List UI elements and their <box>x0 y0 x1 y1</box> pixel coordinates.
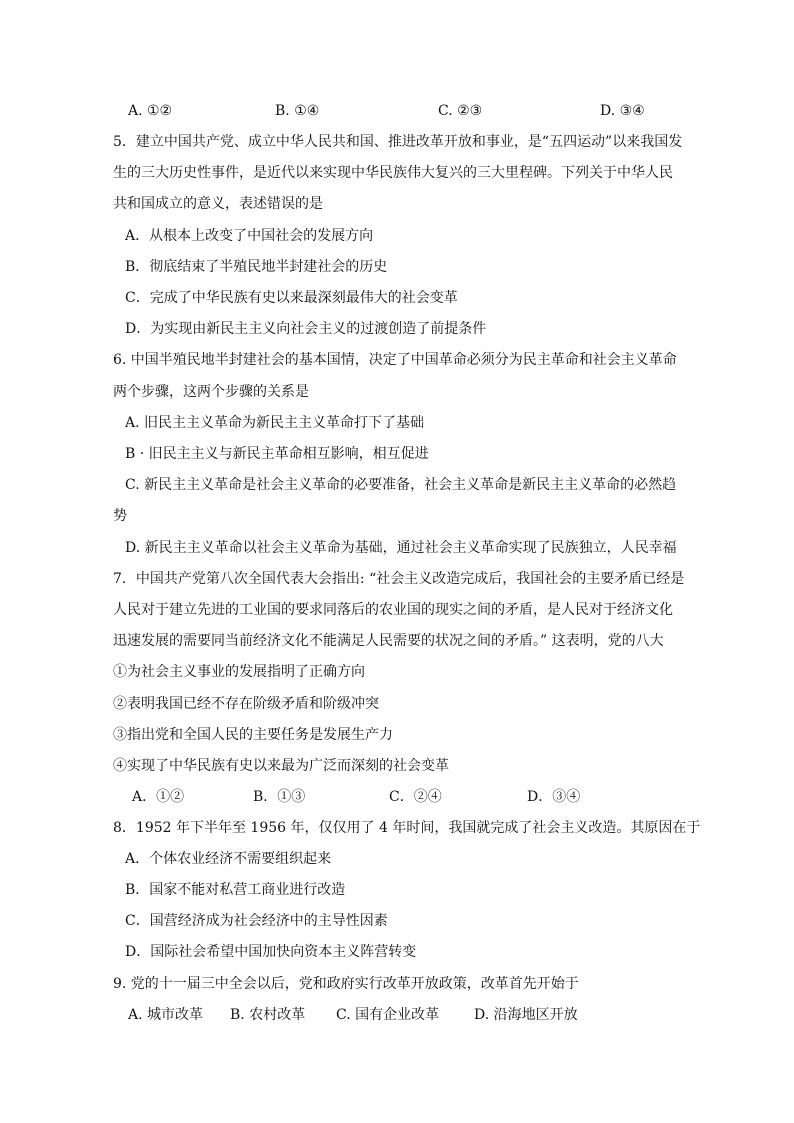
q7-item-3: ③指出党和全国人民的主要任务是发展生产力 <box>113 727 393 743</box>
q4-option-c: C. ②③ <box>438 103 483 119</box>
q6-option-c-line-1: C. 新民主主义革命是社会主义革命的必要准备，社会主义革命是新民主主义革命的必然趋 <box>125 477 677 493</box>
q8-stem: 8．1952 年下半年至 1956 年，仅仅用了 4 年时间，我国就完成了社会主义改造。其原因在于 <box>113 820 701 836</box>
q7-stem-line-3: 迅速发展的需要同当前经济文化不能满足人民需要的状况之间的矛盾。” 这表明，党的八大 <box>113 633 664 649</box>
q5-stem-line-1: 5．建立中国共产党、成立中华人民共和国、推进改革开放和事业，是“五四运动”以来我国发 <box>113 134 683 150</box>
q5-stem-line-2: 生的三大历史性事件，是近代以来实现中华民族伟大复兴的三大里程碑。下列关于中华人民 <box>113 165 673 181</box>
q7-option-d: D．③④ <box>527 789 581 805</box>
q7-item-2: ②表明我国已经不存在阶级矛盾和阶级冲突 <box>113 696 379 712</box>
q7-option-b: B．①③ <box>253 789 306 805</box>
q9-option-c: C. 国有企业改革 <box>336 1007 440 1023</box>
q7-option-c: C．②④ <box>389 789 442 805</box>
q5-stem-line-3: 共和国成立的意义，表述错误的是 <box>113 196 323 212</box>
q6-option-a: A. 旧民主主义革命为新民主主义革命打下了基础 <box>125 415 425 431</box>
q6-stem-line-2: 两个步骤，这两个步骤的关系是 <box>113 384 309 400</box>
q7-item-4: ④实现了中华民族有史以来最为广泛而深刻的社会变革 <box>113 758 449 774</box>
q7-stem-line-2: 人民对于建立先进的工业国的要求同落后的农业国的现实之间的矛盾，是人民对于经济文化 <box>113 602 673 618</box>
q6-option-b: B · 旧民主主义与新民主革命相互影响，相互促进 <box>125 446 429 462</box>
q5-option-b: B．彻底结束了半殖民地半封建社会的历史 <box>125 259 388 275</box>
q8-option-c: C．国营经济成为社会经济中的主导性因素 <box>125 913 388 929</box>
q9-option-d: D. 沿海地区开放 <box>474 1007 578 1023</box>
q4-option-b: B. ①④ <box>275 103 320 119</box>
q4-option-a: A. ①② <box>128 103 173 119</box>
q5-option-d: D．为实现由新民主主义向社会主义的过渡创造了前提条件 <box>125 321 487 337</box>
q8-option-d: D．国际社会希望中国加快向资本主义阵营转变 <box>125 944 417 960</box>
q8-option-b: B．国家不能对私营工商业进行改造 <box>125 882 346 898</box>
q4-option-d: D. ③④ <box>600 103 645 119</box>
q9-option-a: A. 城市改革 <box>128 1007 204 1023</box>
q6-option-c-line-2: 势 <box>113 508 127 524</box>
q7-item-1: ①为社会主义事业的发展指明了正确方向 <box>113 664 365 680</box>
q7-option-a: A．①② <box>132 789 185 805</box>
q8-option-a: A．个体农业经济不需要组织起来 <box>125 851 332 867</box>
q9-option-b: B. 农村改革 <box>230 1007 306 1023</box>
q5-option-c: C．完成了中华民族有史以来最深刻最伟大的社会变革 <box>125 290 458 306</box>
q5-option-a: A．从根本上改变了中国社会的发展方向 <box>125 228 374 244</box>
q6-option-d: D. 新民主主义革命以社会主义革命为基础，通过社会主义革命实现了民族独立，人民幸福 <box>125 540 677 556</box>
q9-stem: 9. 党的十一届三中全会以后，党和政府实行改革开放政策，改革首先开始于 <box>113 976 579 992</box>
q6-stem-line-1: 6. 中国半殖民地半封建社会的基本国情，决定了中国革命必须分为民主革命和社会主义革命 <box>113 352 677 368</box>
q7-stem-line-1: 7．中国共产党第八次全国代表大会指出: “社会主义改造完成后，我国社会的主要矛盾已经是 <box>113 571 685 587</box>
